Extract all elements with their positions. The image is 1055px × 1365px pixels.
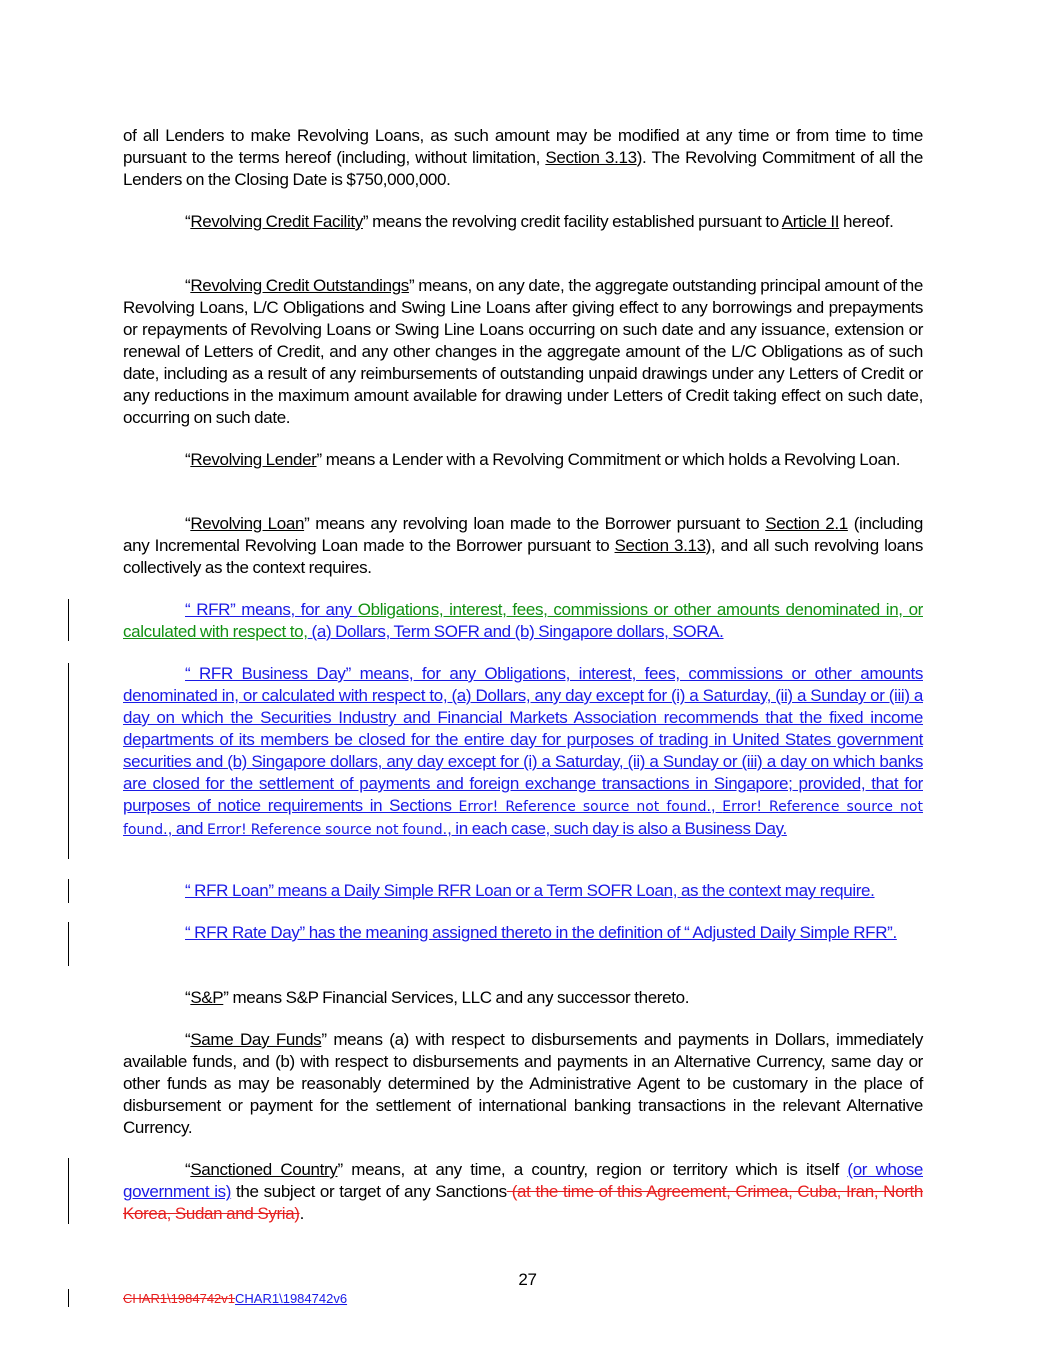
open-quote: “ [185,450,191,469]
change-bar [68,1289,69,1307]
document-footer [123,1290,347,1308]
definition-text: ” means S&P Financial Services, LLC and any successor thereto. [223,988,690,1007]
definition-text: ), and all such revolving loans collectively as the context requires. [123,536,923,577]
inserted-text: “ RFR Business Day” means, for any Obligations, interest, fees, commissions or other amounts denominated in, or calculated with respect to, (a) Dollars, any day except for (i) a Saturday, (ii) a Sunday or (iii) a day on which the Securities Industry and Financial Markets Association recommends that the fixed income departments of its members be closed for the entire day for purposes of trading in United States government securities and (b) Singapore dollars, any day except for (i) a Saturday, (ii) a Sunday or (iii) a day on which banks are closed for the settlement of payments and foreign exchange transactions in Singapore; provided, that for purposes of notice requirements in Sections [123,664,923,815]
defined-term: Revolving Loan [190,514,305,533]
deleted-text: (at the time of this Agreement, Crimea, Cuba, Iran, North Korea, Sudan and Syria) [123,1182,923,1223]
definition-revolving-credit-outstandings [123,275,923,429]
field-error-text: Error! Reference source not found. [207,822,448,838]
definition-text: ” means any revolving loan made to the Borrower pursuant to [304,514,766,533]
paragraph-revolving-commitment-continuation [123,125,923,191]
deleted-document-id: CHAR1\1984742v1 [123,1291,236,1306]
open-quote: “ [185,1160,191,1179]
inserted-text: (or whose government is) [123,1160,923,1201]
definition-rfr-business-day [123,663,923,841]
article-reference: Article II [781,212,840,231]
definition-text: ” means, on any date, the aggregate outstanding principal amount of the Revolving Loans, L/C Obligations and Swing Line Loans after giving effect to any borrowings and prepayments or repayments of Revolving Loans or Swing Line Loans occurring on such date and any issuance, extension or renewal of Letters of Credit, and any other changes in the aggregate amount of the L/C Obligations as of such date, including as a result of any reimbursements of outstanding unpaid drawings under any Letters of Credit or any reductions in the maximum amount available for drawing under Letters of Credit taking effect on such date, occurring on such date. [123,276,924,427]
field-error-text: Error! Reference source not found. [458,799,711,815]
definition-text: (including any Incremental Revolving Loan made to the Borrower pursuant to [123,514,924,555]
definition-sp [123,987,923,1009]
definition-text: ” means a Lender with a Revolving Commitment or which holds a Revolving Loan. [316,450,901,469]
change-bar [68,922,69,966]
inserted-text: , [710,796,723,815]
inserted-text: , in each case, such day is also a Business Day. [447,819,787,838]
definition-text: ” means (a) with respect to disbursements and payments in Dollars, immediately available funds, and (b) with respect to disbursements and payments in an Alternative Currency, same day or other funds as may be reasonably determined by the Administrative Agent to be customary in the place of disbursement or payment for the settlement of international banking transactions in the relevant Alternative Currency. [123,1030,923,1137]
defined-term: S&P [190,988,224,1007]
field-error-text: Error! Reference source not found. [123,799,923,838]
section-reference: Section 2.1 [765,514,848,533]
defined-term: Same Day Funds [190,1030,322,1049]
definition-revolving-credit-facility [123,211,923,233]
definition-text: . [299,1204,304,1223]
inserted-document-id: CHAR1\1984742v6 [235,1291,348,1306]
defined-term: Revolving Lender [190,450,317,469]
change-bar [68,663,69,859]
paragraph-text: ). The Revolving Commitment of all the Lenders on the Closing Date is $750,000,000. [123,148,923,189]
inserted-text: , and [167,819,208,838]
open-quote: “ [185,988,191,1007]
definition-revolving-loan [123,513,923,579]
open-quote: “ [185,276,191,295]
open-quote: “ [185,514,191,533]
inserted-text: “ RFR” means, for any [185,600,358,619]
change-bar [68,879,69,903]
inserted-text: (a) Dollars, Term SOFR and (b) Singapore dollars, SORA. [307,622,724,641]
paragraph-text: of all Lenders to make Revolving Loans, as such amount may be modified at any time or from time to time pursuant to the terms hereof (including, without limitation, [123,126,923,167]
definition-text: hereof. [839,212,894,231]
open-quote: “ [185,212,191,231]
defined-term: Revolving Credit Outstandings [190,276,409,295]
definition-same-day-funds [123,1029,923,1139]
defined-term: Sanctioned Country [190,1160,338,1179]
definition-sanctioned-country [123,1159,923,1225]
section-reference: Section 3.13 [545,148,637,167]
change-bar [68,1158,69,1224]
definition-rfr [123,599,923,643]
inserted-text: “ RFR Rate Day” has the meaning assigned thereto in the definition of “ Adjusted Daily Simple RFR”. [185,923,897,942]
moved-text: Obligations, interest, fees, commissions or other amounts denominated in, or calculated with respect to, [123,600,923,641]
definition-rfr-rate-day [123,922,923,944]
inserted-text: “ RFR Loan” means a Daily Simple RFR Loan or a Term SOFR Loan, as the context may require. [185,881,875,900]
definition-text: ” means the revolving credit facility established pursuant to [362,212,782,231]
definition-revolving-lender [123,449,923,471]
defined-term: Revolving Credit Facility [190,212,363,231]
definition-text: ” means, at any time, a country, region or territory which is itself [337,1160,848,1179]
page-number: 27 [518,1270,537,1289]
definition-text: the subject or target of any Sanctions [231,1182,507,1201]
section-reference: Section 3.13 [614,536,706,555]
definition-rfr-loan [123,880,923,902]
open-quote: “ [185,1030,191,1049]
change-bar [68,599,69,641]
